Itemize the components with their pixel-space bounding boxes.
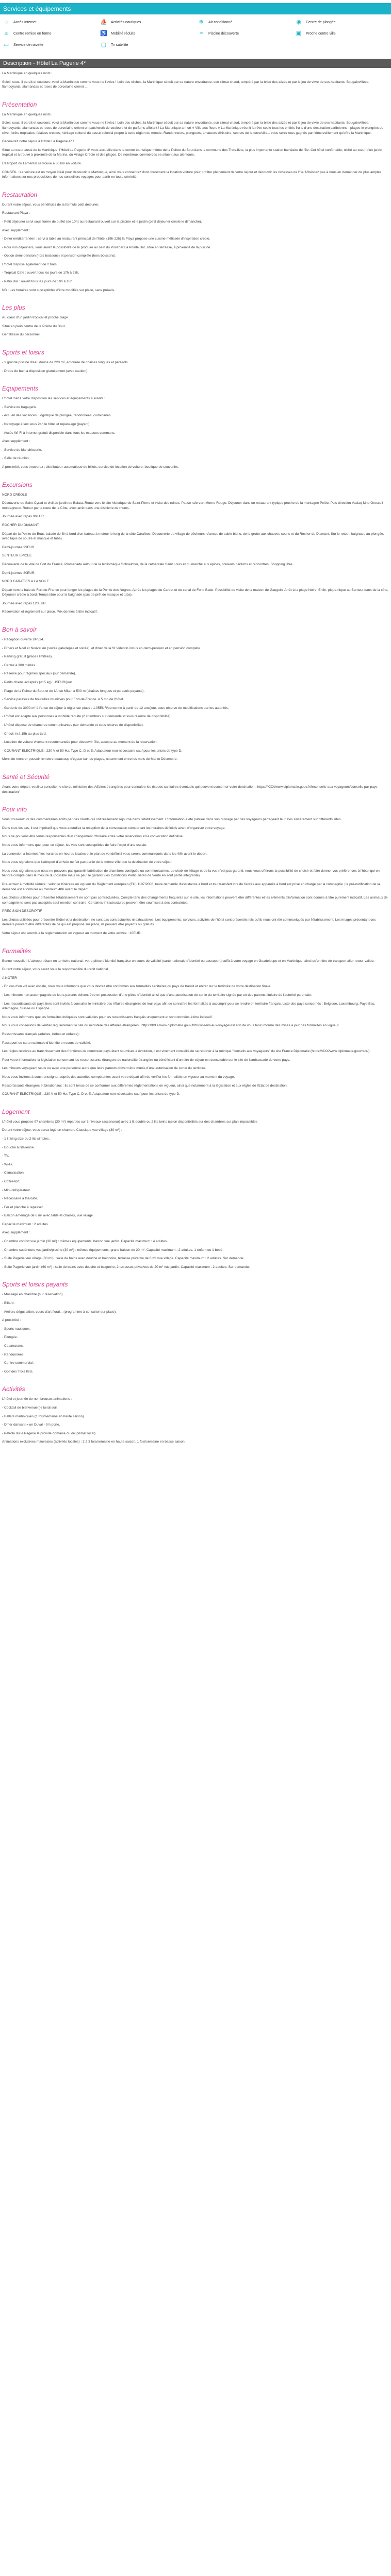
section-paragraph: - Service de bagagerie.	[2, 405, 38, 409]
section-paragraph: - Catamarans.	[2, 1344, 24, 1348]
section-paragraph: Pour votre information, la législation concernant les ressortissants étrangers de nationalité étrangère ou bénéficiant d'un titre de séjour est consultable sur le site de l'ambassade de votre pays.	[2, 1058, 290, 1062]
section-paragraph: L'hôtel met à votre disposition les services et équipements suivants :	[2, 397, 105, 401]
section-paragraph: - Suite Pagerie vue jardin (60 m²) : salle de bains avec douche et baignoire, 2 terrasses privatives de 20 m² vue jardin. Capacité maximum : 2 adultes. Sur demande.	[2, 1265, 250, 1269]
section-paragraph: L'hôtel vous propose 97 chambres (30 m²) réparties sur 3 niveaux (ascenseur) avec 1 lit double ou 2 lits twins (selon disponibilités sur des chambres sur plan impossible).	[2, 1120, 258, 1124]
section-paragraph: Gentillesse du personnel	[2, 333, 40, 337]
section-title: Activités	[2, 1385, 25, 1393]
section-paragraph: Durant votre séjour, vous serez logé en chambre Classique vue village (30 m²) :	[2, 1128, 122, 1132]
section-paragraph: Pré-arrivez à mobilité réduite : selon le Itinéraire en vigueur du Règlement européen (EU) 1107/2006, toute demande d'assistance à bord et tout transfert lors de l'accès aux appareils à bord est prise en charge par la compagnie ; la pré-notification de la demande est à formuler au minimum 48h avant le départ.	[2, 882, 380, 891]
snowflake-icon: ❄	[199, 19, 204, 26]
section-paragraph: - Wi-Fi.	[2, 1162, 13, 1166]
section-title: Sports et loisirs payants	[2, 1281, 68, 1289]
section-paragraph: - Garderie de 3000 m² à l'anse du séjour à régler sur place : 1.05EUR/personne à partir de 12 ans/jour, sous réserve de modifications par les autorités.	[2, 706, 229, 710]
section-paragraph: Les photos utilisées pour présenter l'hôtel et la destination, ne sont pas contractuelles ni exhaustives. Les équipements, services, activités de l'hôtel sont présentés tels qu'ils nous ont été communiqués par l'établissement. Les images présentant ces derniers peuvent être différentes de ce qui est proposé sur place, ils peuvent être payants ou gratuits.	[2, 918, 376, 927]
section-title: Sports et loisirs	[2, 349, 45, 357]
section-paragraph: - Option demi-pension (hors boissons) et pension complète (hors boissons).	[2, 254, 117, 258]
section-paragraph: Avec supplément :	[2, 228, 30, 232]
section-paragraph: Nous vous invitons à vous renseigner auprès des autorités compétentes avant votre départ afin de vérifier les formalités en vigueur au moment du voyage.	[2, 1075, 235, 1079]
section-paragraph: Avec supplément :	[2, 1231, 30, 1235]
section-paragraph: Découverte du Saint-Cyrad et vivil au jardin de Balata. Route vers le site historique de Saint-Pierre et visite des ruines. Pause rafe vert-Morne-Rouge. Déjeuner dans un restaurant typique proche de la montagne Pelée. Puis direction Vaslaq Mnq Grossell montagneux. Retour par le route de la Côte, avec arrêt dans une distillerie de rhums.	[2, 501, 383, 510]
feature-label: Activités nautiques	[111, 21, 141, 25]
section-paragraph: Votre séjour est soumis à la réglementation en vigueur au moment de votre arrivée : 10EUR.	[2, 931, 142, 936]
section-paragraph: - Billard.	[2, 1301, 15, 1306]
feature-item	[100, 41, 194, 49]
section-paragraph: Avant votre départ, veuillez consulter le site du ministère des Affaires étrangères pour connaître les risques sanitaires éventuels qui peuvent concerner votre destination : https://XXX/www.diplomatie.gouv.fr/fr/conseils-aux-voyageurs/conseils-par-pays-destination/	[2, 785, 379, 794]
section-paragraph: - Réception ouverte 24h/24.	[2, 638, 44, 642]
section-paragraph: Capacité maximum : 2 adultes.	[2, 1222, 49, 1226]
section	[2, 947, 389, 1097]
section-paragraph: Dans tous les cas, il est impératif que vous attendiez la réception de la convocation comportant les horaires définitifs avant d'organiser votre voyage.	[2, 826, 226, 830]
section-paragraph: Situé en plein centre de la Pointe du Bout	[2, 324, 65, 328]
section	[2, 1108, 389, 1270]
section-paragraph: - 1 grande piscine d'eau douce de 220 m², entourée de chaises longues et parasols.	[2, 361, 129, 365]
section-paragraph: SENTEUR EPICEE	[2, 554, 32, 558]
section-paragraph: - Cocktail de bienvenue (le lundi soir.	[2, 1405, 58, 1410]
section	[2, 385, 389, 469]
section-paragraph: Départ vers la baie de Fort-de-France pour longer les plages de la Pointe des Nègres. Après les plages du Carbet et du canal de Fond Bade. Possibilité de visite de la maison de Gauguin. Arrêt à la plage Noire. Enfin, pique-nique au Barneut dans de la côte, Déjeuner créole à bord. Temps libre pour la baignade (pas de prêt de masque et tuba).	[2, 588, 388, 597]
section	[2, 1385, 389, 1445]
section-paragraph: - Randonnées.	[2, 1352, 25, 1357]
description-content	[0, 68, 391, 1445]
feature-label: Air conditionné	[208, 21, 233, 25]
feature-item	[2, 41, 96, 49]
section-paragraph: ROCHER DU DIAMANT	[2, 523, 39, 527]
feature-label: Centre de plongée	[306, 21, 336, 25]
section-paragraph: - 1 lit king size ou 2 lits simples.	[2, 1137, 50, 1141]
section-paragraph: - COURANT ELECTRIQUE : 230 V et 50 Hz. Type C, D et E. Adaptateur non nécessaire sauf pour les prises de type D.	[2, 749, 183, 753]
section-paragraph: Ressortissants français (adultes, bébés et enfants) :	[2, 1032, 80, 1036]
section-paragraph: - L'hôtel dispose de chambres communicantes (sur demande et sous réserve de disponibilité).	[2, 723, 144, 727]
section-paragraph: Passeport ou carte nationale d'identité en cours de validité.	[2, 1041, 91, 1045]
section	[2, 626, 389, 762]
section	[2, 1281, 389, 1374]
section-paragraph: Situé au cœur aussi de la Martinique, l'Hôtel La Pagerie 4* vous accueille dans le centre touristique même de la Pointe du Bout dans la commune des Trois-Ilets, la plus importante station balnéaire de l'île. Cet hôtel confortable, niché au cœur d'un jardin tropical et à trouvé à proximité de la Marina, du Village Créole et des plages. De nombreux commerces se situent aux alentours.	[2, 148, 382, 157]
section	[2, 304, 389, 337]
section-paragraph: - En cas d'un vol avec escale, nous vous informons que vous devrez être conformes aux formalités sanitaires du pays de transit et entrer sur le territoire de votre destination finale.	[2, 985, 271, 989]
section-paragraph: Nous vous signalons que nous ne pouvons pas garantir l'attribution de chambres contiguës ou communicantes. Le choix de l'étage et de la vue n'est pas garanti, nous vous offrirons la possibilité de choisir et faire donner vos préférences à l'hôtel qui en tiendra compte dans la mesure du possible mais ne peut le garantir (les Conditions Particulières de Vente en sont partie intégrante).	[2, 869, 380, 878]
section	[2, 68, 389, 90]
section-title: Santé et Sécurité	[2, 773, 50, 781]
section-paragraph: Demi-journée 99EUR.	[2, 545, 36, 549]
section-paragraph: Nous vous informons que, pour ce séjour, les vols sont susceptibles de faire l'objet d'une escale.	[2, 843, 148, 847]
section-paragraph: Durant votre séjour, vous bénéficiez de la formule petit déjeuner.	[2, 202, 100, 207]
section-paragraph: Nous vous conseillons de vérifier régulièrement le site du ministère des Affaires étrangères : https://XXX/www.diplomatie.gouv.fr/fr/conseils-aux-voyageurs/ afin de vous tenir informé des mises à jour des formalités en vigueur.	[2, 1024, 339, 1028]
section-paragraph: Soleil, sous, il paraît et couleurs: voici la Martinique comme vous ne l'aviez ! Loin des clichés, la Martinique séduit par sa nature envoûtante, son climat chaud, tempéré par la brise des alizés et par le jeu de vivre de ses habitants. Bougainvillées, flamboyants, alamandas et roses de porcelaine créent un patchwork de couleurs et de parfums affolant ! La Martinique a mort « Ville aux fleurs » La Martinique réunit la rêve seule tous les entités fruits d'une destination caribéenne : plages le plongées de rêve, forêts tropicales, falaises creoles, héritage culturel du passé colonial propre à cette région du monde. Randonneurs, plongeurs, amateurs d'histoire, secrets de la terre/ville... vous serez tous gagnés par l'émerveillement qu'offre la Martinique.	[2, 121, 384, 135]
section-paragraph: - Nécessaire à thé/café.	[2, 1197, 38, 1201]
section-paragraph: Réservation et règlement sur place. Prix donnés à titre indicatif.	[2, 610, 98, 614]
section-paragraph: - Pétrole du le Pagerie le provide domanie du dix pilimat local).	[2, 1431, 96, 1435]
section-paragraph: - Sports nautiques.	[2, 1327, 31, 1331]
section	[2, 481, 389, 615]
section-paragraph: A NOTER	[2, 976, 17, 980]
section-paragraph: Journée avec repas 120EUR.	[2, 601, 47, 605]
section	[2, 806, 389, 936]
section-paragraph: NB : Les horaires sont susceptibles d'être modifiés sur place, sans préavis.	[2, 288, 115, 292]
section-paragraph: - Patio Bar : ouvert tous les jours de 10h à 18h.	[2, 280, 73, 284]
section-paragraph: L'hôtel et journée de nombreuses animations :	[2, 1397, 72, 1401]
section-paragraph: - Massage en chambre (sur réservation).	[2, 1293, 64, 1297]
section-title: Pour info	[2, 806, 27, 814]
feature-label: Centre remise en forme	[13, 32, 52, 36]
section-paragraph: - Accueil des vacances : logistique de plongée, randonnées, culminaires.	[2, 414, 112, 418]
section-paragraph: - TV.	[2, 1154, 9, 1158]
section-title: Présentation	[2, 100, 37, 108]
section-paragraph: Les règles relatives au franchissement des frontières de nombreux pays étant soumises à évolution, il est vivement conseillé de se reporter à la rubrique "conseils aux voyageurs" du site France Diplomatie (https://XXX/www.diplomatie.gouv.fr/fr/).	[2, 1049, 371, 1054]
section-paragraph: - Chambre confort vue jardin (30 m²) : mêmes équipements, balcon vue jardin. Capacité maximum : 4 adultes.	[2, 1240, 168, 1244]
section-paragraph: Merci de montrer pouvoir remettre beaucoup d'égaux sur les plages, notamment entre les mois de Mai et Décembre.	[2, 757, 178, 761]
section-paragraph: - Petit déjeuner servi sous forme de buffet (de 10h) au restaurant ouvert sur la piscine et le jardin (petit déjeuner créole le dimanche).	[2, 219, 202, 224]
section-title: Excursions	[2, 481, 32, 488]
section-paragraph: PRÉCISION DESCRIPTIF	[2, 909, 42, 913]
shuttle-icon: ▭	[3, 42, 9, 48]
tv-icon: ▢	[101, 42, 107, 48]
section-paragraph: - Parking gratuit (places limitées).	[2, 655, 53, 659]
section-paragraph: La connexion à Internet / les horaires en heures locales et le plan de vol définitif vous seront communiqués dans les 48h avant le départ.	[2, 852, 208, 856]
section-paragraph: Découverte de la ville de Fort de France. Promenade autour de la bibliothèque Schoelcher, de la cathédrale Saint Louis et du marché aux épices, couleurs parfums et rencontres. Shopping libre.	[2, 562, 294, 566]
building-icon: ▣	[296, 30, 302, 37]
section-paragraph: - Salle de réunion.	[2, 456, 30, 461]
feature-label: Service de navette	[13, 43, 43, 47]
section-paragraph: Nous vous informons que les formalités indiquées sont valables pour les ressortissants français uniquement et sont données à titre indicatif.	[2, 1015, 213, 1019]
section-title: Formalités	[2, 947, 31, 955]
section-paragraph: La Martinique en quelques mots :	[2, 112, 53, 116]
section-paragraph: - Diner méditerranéen : servi à table au restaurant principal de l'hôtel (19h-22h) la Playa propose une cuisine métissée d'inspiration créole.	[2, 237, 210, 241]
section-paragraph: - Fer et planche à repasser.	[2, 1205, 44, 1209]
feature-item	[100, 19, 194, 27]
feature-item	[2, 30, 96, 38]
feature-item	[295, 19, 389, 27]
section-paragraph: - Accès Wi-Fi à Internet gratuit disponible dans tous les espaces communs.	[2, 431, 116, 435]
section-paragraph: - Dîners et Noël et Nouvel An (soirée gala/repas et soirée), et dîner de la St Valentin inclus en demi-pension et en pension complète.	[2, 646, 201, 650]
section-paragraph: Nous vous signalons que l'aéroport d'arrivée ne fait pas partie de la même ville que la destination de votre séjour.	[2, 860, 173, 865]
pool-icon: ≈	[199, 30, 203, 37]
features-grid	[0, 14, 391, 52]
section-paragraph: - Service de blanchisserie.	[2, 448, 42, 452]
section-paragraph: - L'hôtel est adapté aux personnes à mobilité réduite (2 chambres sur demande et sous réserve de disponibilité).	[2, 715, 172, 719]
section-paragraph: Les mineurs voyageant seuls ou avec une personne autre que leurs parents doivent être munis d'une autorisation de sortie du territoire.	[2, 1066, 206, 1071]
section-title: Restauration	[2, 191, 38, 198]
section-paragraph: - Climatisation.	[2, 1171, 25, 1175]
section-paragraph: - Pour vos déjeuners, vous aurez la possibilité de le produire au sein du Pool bar La Pointe Bar, situé en terrasse, à proximité de la piscine.	[2, 245, 211, 249]
diving-icon: ◉	[296, 19, 301, 26]
section	[2, 349, 389, 374]
section-paragraph: Durant votre séjour, vous serez sous la responsabilité du droit national.	[2, 968, 109, 972]
section-paragraph: Au cœur d'un jardin tropical et proche plage	[2, 316, 68, 320]
section-paragraph: - Ateliers dégustation, cours d'art floral... (programme à consulter sur place).	[2, 1310, 117, 1314]
section-paragraph: - Location de voiture vivement recommandée pour découvrir l'île, accepte au moment de la réservation.	[2, 740, 158, 744]
section-title: Logement	[2, 1108, 30, 1115]
boat-icon: ⛵	[100, 19, 107, 26]
feature-label: Mobilité réduite	[111, 32, 136, 36]
services-banner: Services et équipements	[0, 3, 391, 14]
section-paragraph: Bonne nouvelle ! L'aéroport étant en territoire national, votre pièce d'identité française en cours de validité (carte nationale d'identité ou passeport) suffit à votre voyage en Guadeloupe et en Martinique, ainsi qu'un titre de transport aller-retour valide.	[2, 959, 374, 963]
wifi-icon: ◌	[4, 19, 8, 26]
section-paragraph: - Golf des Trois Ilets.	[2, 1369, 34, 1374]
section-paragraph: Nous ne pouvons être tenus responsables d'un changement d'horaire entre votre réservation et la convocation définitive.	[2, 835, 184, 839]
feature-label: Tv satellite	[111, 43, 128, 47]
section-title: Les plus	[2, 304, 25, 312]
section-paragraph: - Centre à 300 mètres.	[2, 663, 36, 667]
section-paragraph: - Balcon aménagé de 6 m² avec table et chaises, vue village.	[2, 1214, 94, 1218]
section-title: Bon à savoir	[2, 626, 37, 634]
section-paragraph: - Douche à l'italienne.	[2, 1145, 35, 1149]
section-paragraph: - Les ressortissants de pays tiers sont invités à consulter le ministère des Affaires étrangères de leur pays afin de connaître les formalités à accomplir pour se rendre en territoire français. Liste des pays concernés : Belgique, Luxembourg, Pays-Bas, Allemagne, Suisse ou Espagne...	[2, 1002, 376, 1011]
description-banner: Description - Hôtel La Pagerie 4*	[0, 59, 391, 68]
section-paragraph: - Coffre-fort.	[2, 1179, 21, 1183]
feature-label: Proche centre ville	[306, 32, 336, 36]
section-paragraph: Vous trouverez ici des commentaires écrits par des clients qui ont réellement séjourné dans l'établissement. L'information a été publiée dans son ouvrage par des voyageurs partageant leur avis sincèrement sur différents sites.	[2, 818, 342, 822]
section-paragraph: - Plongée.	[2, 1335, 18, 1340]
section-title: Equipements	[2, 385, 39, 393]
section-paragraph: La Martinique en quelques mots :	[2, 72, 53, 75]
section-paragraph: - Centre commercial.	[2, 1361, 34, 1365]
section-paragraph: Ressortissants étrangers et binationaux : ils sont tenus de se conformer aux différentes réglementations en vigueur, ainsi que notamment à la législation et aux règles de l'Etat de destination.	[2, 1083, 288, 1088]
section-paragraph: CONSEIL : La voiture est un moyen idéal pour découvrir la Martinique, ainsi vous connaîtrez donc forcément la location voiture pour profiter pleinement de votre séjour et découvrir les richesses de l'île. N'hésitez pas à nous en demander de plus amples informations sur nos propositions de nos conseillers voyages pour partir en toute sérénité.	[2, 170, 382, 179]
section-paragraph: - Réserve pour régimes spéciaux (sur demande).	[2, 672, 76, 676]
section-paragraph: - Drops de bain à disposition gratuitement (avec caution).	[2, 369, 89, 373]
dumbbell-icon: ≡	[4, 30, 8, 37]
feature-item	[100, 30, 194, 38]
section-paragraph: - Tropical Cafe : ouvert tous les jours de 17h à 23h.	[2, 271, 79, 275]
section-paragraph: Soleil, sous, il paraît et couleurs: voici la Martinique comme vous ne l'aviez ! Loin des clichés, la Martinique séduit par sa nature envoûtante, son climat chaud, tempéré par la brise des alizés et par le jeu de vivre de ses habitants. Bougainvillées, flamboyants, alamandas et roses de porcelaine créent ...	[2, 80, 369, 89]
section-paragraph: COURANT ELECTRIQUE : 230 V et 50 Hz. Type C, D et E. Adaptateur non nécessaire sauf pour les prises de type D.	[2, 1092, 180, 1096]
section-paragraph: Départ de la Pointe du Bout, balade de 3h à bord d'un bateau à moteur le long de la côte Caraïbes. Découverte du village de pêcheurs, d'anses de sable blanc, de la grotte aux chauves-souris et du Rocher du Diamant. Sur le retour, baignade au plongée, avec tapis de soufre et masque et tuba).	[2, 532, 384, 541]
section-paragraph: - Suite Pagerie vue village (60 m²) : salle de bains avec douche et baignoire, terrasse privative de 6 m² vue village. Capacité maximum : 2 adultes. Sur demande.	[2, 1257, 245, 1261]
feature-item	[2, 19, 96, 27]
section-paragraph: A proximité :	[2, 1318, 21, 1323]
section-paragraph: - Nettoyage à sec sous 24h le hôtel et repassage (payant).	[2, 422, 91, 426]
section-paragraph: NORD CARAÏBES A LA VOILE	[2, 580, 49, 584]
section-paragraph: Journée avec repas 96EUR.	[2, 515, 45, 519]
feature-item	[197, 30, 291, 38]
feature-item	[295, 30, 389, 38]
section-paragraph: Avec supplément :	[2, 439, 30, 444]
section-paragraph: - Chambre supérieure vue jardin/piscine (30 m²) : mêmes équipements, grand balcon de 20 m². Capacité maximum : 2 adultes, 1 enfant ou 1 bébé.	[2, 1248, 224, 1252]
section-paragraph: Les photos utilisées pour présenter l'établissement ne sont pas contractuelles. Compte tenu des changements fréquents sur le site, les informations peuvent être différentes et les éléments d'information sont donnés à titre purement indicatif. Les animaux de compagnie ne sont pas acceptés sauf mention contraire. Certaines infrastructures peuvent être soumises à des contraintes.	[2, 896, 388, 905]
section-paragraph: Animations exclusives mauvaises (activités locales) : 2 à 3 fois/semaine en haute saison, 1 fois/semaine en basse saison.	[2, 1440, 186, 1444]
section-paragraph: - Ballets martiniquais (1 fois/semaine en haute saison).	[2, 1414, 85, 1418]
section-paragraph: - Dîner dansant « un Duval - 9 h porte.	[2, 1423, 60, 1427]
wheelchair-icon: ♿	[100, 30, 107, 37]
section-paragraph: L'hôtel dispose également de 2 bars :	[2, 262, 59, 266]
section-paragraph: - Service parasols de bouteilles brunitives pour Fort-de-France. A 5 mn de l'hôtel.	[2, 698, 124, 702]
section	[2, 101, 389, 180]
section-paragraph: - Les mineurs non accompagnés de leurs parents doivent être en possession d'une pièce d'identité ainsi que d'une autorisation de sortie du territoire signée par un des parents titulaire de l'autorité parentale.	[2, 993, 312, 997]
section	[2, 773, 389, 794]
feature-label: Piscine découverte	[208, 32, 239, 36]
section-paragraph: Restaurant Playa :	[2, 211, 30, 215]
feature-label: Accès Internet	[13, 21, 37, 25]
section-paragraph: - Petits chiens acceptés (<15 kg) : 15EUR/jour.	[2, 681, 73, 685]
feature-item	[197, 19, 291, 27]
section-paragraph: - Plage de la Pointe du Bout et de l'Anse Mitan à 500 m (chaises longues et parasols payants).	[2, 689, 145, 693]
section-paragraph: NORD CRÉOLE	[2, 493, 27, 497]
section	[2, 191, 389, 293]
section-paragraph: Demi-journée 80EUR.	[2, 571, 36, 575]
section-paragraph: - Mini-réfrigérateur.	[2, 1188, 31, 1192]
section-paragraph: L'aéroport du Lamentin se trouve à 30 km en voiture.	[2, 161, 82, 165]
section-paragraph: - Check-in à 15h au plus tard.	[2, 732, 47, 736]
section-paragraph: Découvrez notre séjour à l'Hôtel La Pagerie 4* !	[2, 140, 74, 144]
section-paragraph: A proximité, vous trouverez : distributeur automatique de billets, service de location de voiture, boutique de souvenirs.	[2, 465, 179, 469]
